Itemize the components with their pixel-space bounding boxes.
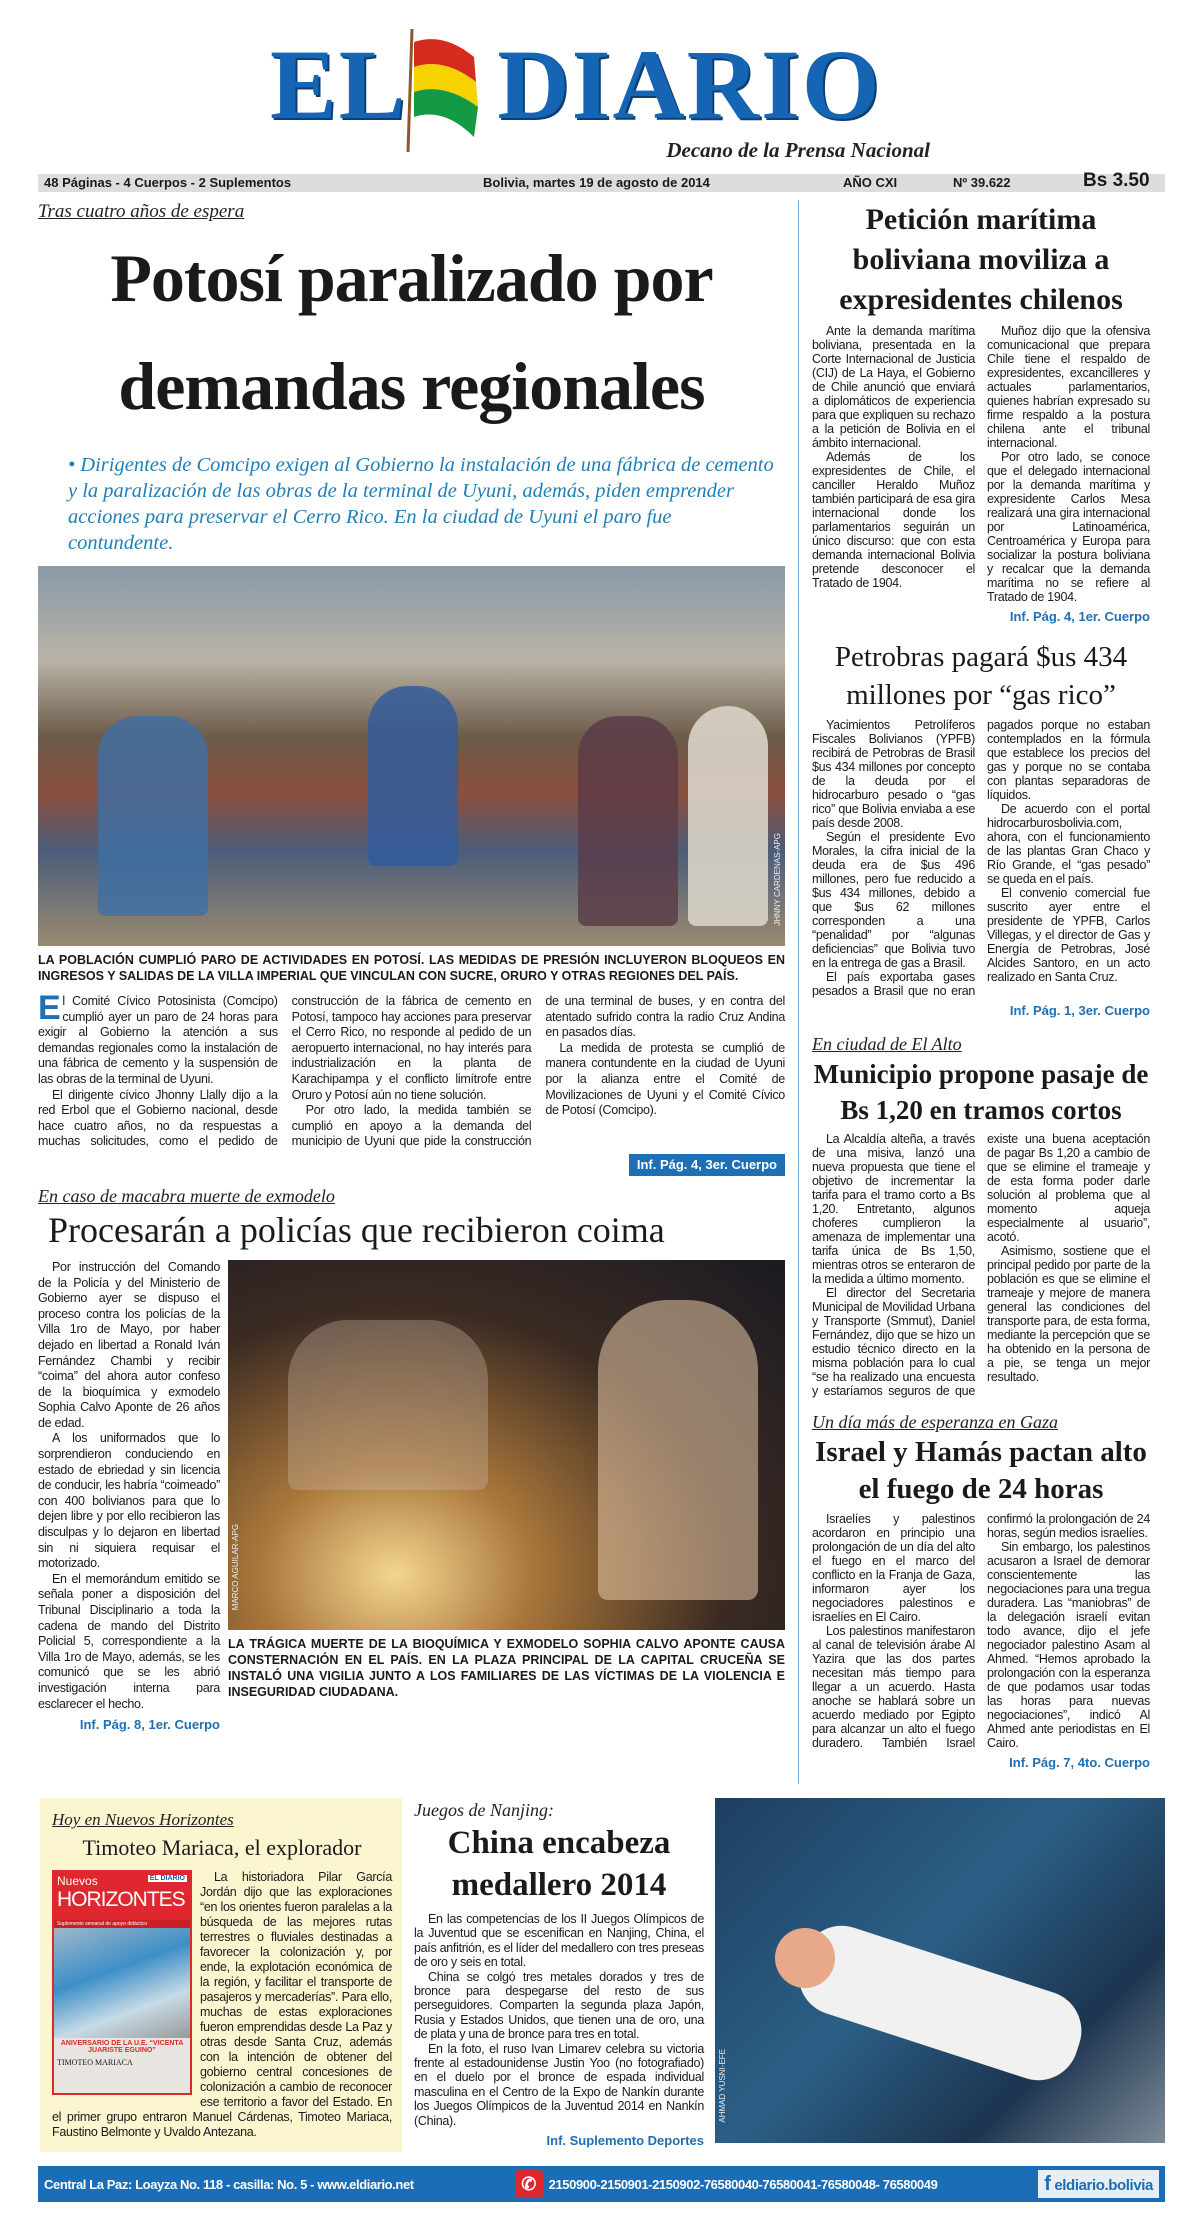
photo-credit: MARCO AGUILAR-APG <box>231 1523 240 1610</box>
facebook-link[interactable] <box>1038 2170 1159 2198</box>
gaza-headline[interactable]: Israel y Hamás pactan alto el fuego de 24 horas <box>815 1436 1147 1505</box>
horizontes-box <box>40 1798 402 2152</box>
gaza-ref-link[interactable]: Inf. Pág. 7, 4to. Cuerpo <box>1009 1755 1150 1770</box>
gaza-body <box>812 1512 1150 1750</box>
right-column <box>798 200 1150 1784</box>
lead-paragraph: La medida de protesta se cumplió de manera contundente en la ciudad de Uyuni por la alianza entre el Comité de Movilizaciones de Uyuni y el Comité Cívico de Potosí (Comcipo). <box>545 1040 785 1118</box>
horizontes-headline[interactable]: Timoteo Mariaca, el explorador <box>82 1835 362 1860</box>
police-body <box>38 1260 220 1712</box>
maritime-article <box>812 200 1150 626</box>
maritime-paragraph: Además de los expresidentes de Chile, el canciller Heraldo Muñoz también participará de esa gira internacional donde los parlamentarios seguirán un único discurso: que con esta demanda internacional Bolivia pretende desconocer el Tratado de 1904. <box>812 450 975 590</box>
elalto-paragraph: El director del Secretaria Municipal de Movilidad Urbana y Transporte (Smmut), Daniel Fernández, dijo que se hizo un estudio técnico directo en la misma población para lo cual “se ha realizado una encuesta y estaríamos seguros de que existe una buena aceptación de pagar Bs 1,20 a cambio de que se elimine el trameaje y de esta forma poder darle solución al problema que al momento aqueja especialmente al usuario”, acotó. <box>812 1132 1150 1398</box>
china-ref-link[interactable]: Inf. Suplemento Deportes <box>546 2133 704 2149</box>
elalto-article <box>812 1032 1150 1398</box>
petrobras-paragraph: Yacimientos Petrolíferos Fiscales Bolivianos (YPFB) recibirá de Petrobras de Brasil $us 434 millones por concepto de la deuda por el hidrocarburo pesado o “gas rico” que Bolivia enviaba a ese país desde 2008. <box>812 718 975 830</box>
petrobras-ref-link[interactable]: Inf. Pág. 1, 3er. Cuerpo <box>1009 1003 1150 1018</box>
police-row <box>38 1260 785 1734</box>
china-paragraph: China se colgó tres metales dorados y tres de bronce para despegarse del resto de sus perseguidores. Comparten la segunda plaza Japón, Rusia y Estados Unidos, que tienen una de oro, una de plata y una de bronce para tres en total. <box>414 1969 704 2042</box>
police-text <box>38 1260 220 1734</box>
maritime-headline[interactable]: Petición marítima boliviana moviliza a expresidentes chilenos <box>839 203 1123 316</box>
police-photo-block <box>228 1260 785 1700</box>
footer-phones: 2150900-2150901-2150902-76580040-76580041-76580048- 76580049 <box>548 2176 938 2192</box>
petrobras-headline[interactable]: Petrobras pagará $us 434 millones por “gas rico” <box>834 641 1128 711</box>
china-kicker: Juegos de Nanjing: <box>414 1800 554 1820</box>
photo-credit: AHMAD YUSNI-EFE <box>718 2049 727 2123</box>
elalto-paragraph: Asimismo, sostiene que el principal pedido por parte de la población es que se elimine el trameaje y mejore de manera general las condiciones del transporte para, de esta forma, mediante la percepción que se ha obtenido en la persona de a pie, se tenga un mejor resultado. <box>987 1244 1150 1384</box>
lead-ref <box>38 1154 785 1176</box>
photo-credit: JHNNY CARDENAS-APG <box>773 833 782 926</box>
fencer-photo <box>715 1798 1165 2143</box>
gaza-paragraph: Los palestinos manifestaron al canal de televisión árabe Al Yazira que las dos partes necesitan más tiempo para llegar a un acuerdo. Hasta anoche se hablará sobre un acuerdo mediado por Egipto para alcanzar un alto el fuego duradero. También Israel confirmó la prolongación de 24 horas, según medios israelíes. <box>812 1512 1150 1750</box>
maritime-paragraph: Por otro lado, se conoce que el delegado internacional por la demanda marítima y expresidente Carlos Mesa realizará una gira internacional por Latinoamérica, Centroamérica y Europa para socializar la postura boliviana y recalcar que la demanda marítima no se refiere al Tratado de 1904. <box>987 450 1150 604</box>
bolivian-flag-icon <box>404 27 484 152</box>
police-headline[interactable]: Procesarán a policías que recibieron coima <box>48 1209 665 1250</box>
lead-paragraph <box>38 989 278 1088</box>
petrobras-paragraph: Según el presidente Evo Morales, la cifra inicial de la deuda era de $us 496 millones, pero fue reducido a $us 434 millones, debido a que $us 62 millones corresponden a una “penalidad” por “algunas deficiencias” que Bolivia tuvo en la entrega de gas a Brasil. <box>812 830 975 970</box>
gaza-paragraph: Israelíes y palestinos acordaron en principio una prolongación de un día del alto el fuego en el marco del conflicto en la Franja de Gaza, informaron ayer los negociadores palestinos e israelíes en El Cairo. <box>812 1512 975 1624</box>
horizontes-cover-image[interactable] <box>52 1870 192 2095</box>
elalto-body <box>812 1132 1150 1398</box>
maritime-paragraph: Ante la demanda marítima boliviana, presentada en la Corte Internacional de Justicia (CIJ) de La Haya, el Gobierno de Chile anunció que enviará a diplomáticos de experiencia para que expliquen su rechazo a la petición de Bolivia en el ámbito internacional. <box>812 324 975 450</box>
footer-address: Central La Paz: Loayza No. 118 - casilla: No. 5 - www.eldiario.net <box>44 2176 414 2192</box>
cover-headline: ANIVERSARIO DE LA U.E. “VICENTA JUARISTE EGUINO” <box>60 2040 184 2054</box>
horizontes-paragraph: La historiadora Pilar García Jordán dijo que las exploraciones “en los orientes fueron paralelas a la búsqueda de las mejores rutas terrestres o fluviales destinadas a favorecer la colonización y, por ende, la explotación económica de la región, y facilitar el transporte de pasajeros y mercaderías”. Para ello, muchas de estas exploraciones fueron emprendidas desde La Paz y otras desde Santa Cruz, además con la intención de obtener del gobierno central concesiones de colonización a cambio de reconocer ese territorio a favor del Estado. En el primer grupo entraron Manuel Cárdenas, Timoteo Mariaca, Faustino Belmonte y Uvaldo Antezana. <box>52 1870 392 2139</box>
masthead-logo <box>270 29 950 165</box>
horizontes-kicker: Hoy en Nuevos Horizontes <box>52 1810 234 1829</box>
lead-caption: LA POBLACIÓN CUMPLIÓ PARO DE ACTIVIDADES EN POTOSÍ. LAS MEDIDAS DE PRESIÓN INCLUYERON BLOQUEOS EN INGRESOS Y SALIDAS DE LA VILLA IMPERIAL QUE VINCULAN CON SUCRE, ORURO Y OTRAS REGIONES DEL PAÍS. <box>38 953 785 983</box>
maritime-ref-link[interactable]: Inf. Pág. 4, 1er. Cuerpo <box>1009 609 1150 624</box>
lead-headline[interactable] <box>38 224 785 440</box>
cover-title: Nuevos <box>57 1874 98 1888</box>
petrobras-paragraph: De acuerdo con el portal hidrocarburosbolivia.com, ahora, con el funcionamiento de las plantas Gran Chaco y Río Grande, el “gas pesado” se queda en el país. <box>987 802 1150 886</box>
cover-subtitle: Suplemento semanal de apoyo didáctico <box>54 1920 190 1928</box>
lead-kicker: Tras cuatro años de espera <box>38 201 245 222</box>
phone-icon: ✆ <box>515 2170 543 2198</box>
lead-deck: • Dirigentes de Comcipo exigen al Gobierno la instalación de una fábrica de cemento y la paralización de las obras de la terminal de Uyuni, además, piden emprender acciones para preservar el Cerro Rico. En la ciudad de Uyuni el paro fue contundente. <box>68 454 774 554</box>
petrobras-paragraph: El convenio comercial fue suscrito ayer entre el presidente de YPFB, Carlos Villegas, y el director de Gas y Energía de Petrobras, José Alcides Santoro, en un acto realizado en Santa Cruz. <box>987 886 1150 984</box>
issue-price: Bs 3.50 <box>1083 170 1150 191</box>
china-article <box>414 1798 704 2150</box>
china-paragraph: En la foto, el ruso Ivan Limarev celebra su victoria frente al estadounidense Justin Yoo (no fotografiado) en el duelo por el bronce de espada individual masculina en el Centro de la Expo de Nankín durante los Juegos Olímpicos de la Juventud 2014 en Nankín (China). <box>414 2041 704 2128</box>
issue-year: AÑO CXI <box>843 175 898 190</box>
lead-photo-protest <box>38 566 785 946</box>
issue-date: Bolivia, martes 19 de agosto de 2014 <box>483 175 710 190</box>
vigil-photo <box>228 1260 785 1630</box>
info-bar <box>38 170 1165 192</box>
police-paragraph: Por instrucción del Comando de la Policía y del Ministerio de Gobierno ayer se dispuso el proceso contra los policías de la Villa 1ro de Mayo, por haber dejado en libertad a Ronald Iván Fernández Chambi y recibir “coima” del ahora autor confeso de la bioquímica y exmodelo Sophia Calvo Aponte de 26 años de edad. <box>38 1259 220 1430</box>
masthead <box>0 0 1200 200</box>
bottom-row <box>40 1798 1165 2152</box>
china-paragraph: En las competencias de los II Juegos Olímpicos de la Juventud que se escenifican en Nanjing, China, el país anfitrión, es el líder del medallero con tres preseas de oro y seis en total. <box>414 1912 704 1970</box>
china-body <box>414 1912 704 2128</box>
china-headline[interactable]: China encabeza medallero 2014 <box>447 1825 671 1903</box>
police-paragraph: En el memorándum emitido se señala poner a disposición del Tribunal Disciplinario a toda la cadena de mando del Distrito Policial 5, correspondiente a la Villa 1ro de Mayo, además, se les comunicó que se les abrió investigación interna para esclarecer el hecho. <box>38 1571 220 1711</box>
facebook-handle: eldiario.bolivia <box>1054 2177 1153 2194</box>
police-ref-link[interactable]: Inf. Pág. 8, 1er. Cuerpo <box>79 1717 220 1733</box>
gaza-article <box>812 1410 1150 1772</box>
left-column <box>38 200 785 1734</box>
facebook-icon: f <box>1044 2173 1051 2195</box>
lead-body <box>38 989 785 1150</box>
gaza-kicker: Un día más de esperanza en Gaza <box>812 1412 1058 1432</box>
tagline: Decano de la Prensa Nacional <box>666 138 930 162</box>
police-caption: LA TRÁGICA MUERTE DE LA BIOQUÍMICA Y EXMODELO SOPHIA CALVO APONTE CAUSA CONSTERNACIÓN EN EL PAÍS. EN LA PLAZA PRINCIPAL DE LA CAPITAL CRUCEÑA SE INSTALÓ UNA VIGILIA JUNTO A LOS FAMILIARES DE LAS VÍCTIMAS DE LA VIOLENCIA E INSEGURIDAD CIUDADANA. <box>228 1636 785 1699</box>
logo-el: EL <box>270 29 408 140</box>
cover-logo: EL DIARIO <box>149 1875 185 1882</box>
police-kicker: En caso de macabra muerte de exmodelo <box>38 1185 335 1206</box>
maritime-paragraph: Muñoz dijo que la ofensiva comunicacional que prepara Chile tiene el respaldo de expresidentes, excancilleres y actuales parlamentarios, quienes habrían expresado su firme respaldo a la postura chilena ante el tribunal internacional. <box>987 324 1150 450</box>
footer-bar <box>38 2166 1165 2202</box>
police-paragraph: A los uniformados que lo sorprendieron conduciendo en estado de ebriedad y sin licencia de conducir, les habría “coimeado” con 400 bolivianos para que lo dejen libre y por ello recibieron las disculpas y lo dejaron en libertad sin ni siquiera requisar el motorizado. <box>38 1431 220 1571</box>
lead-paragraph-text: l Comité Cívico Potosinista (Comcipo) cumplió ayer un paro de 24 horas para exigir al Gobierno la atención a sus demandas regionales como la instalación de una fábrica de cemento y la suspensión de las obras de la terminal de Uyuni. <box>38 994 278 1086</box>
main-columns <box>38 200 1165 1784</box>
cover-title: HORIZONTES <box>57 1888 185 1911</box>
issue-number: Nº 39.622 <box>953 175 1011 190</box>
lead-paragraph: El dirigente cívico Jhonny Llally dijo a la red Erbol que el Gobierno nacional, desde hace cuatro años, no da respuestas a muchas solicitudes, como el pedido de construcción de la fábrica de cemento en Potosí, tampoco hay acciones para preservar el Cerro Rico, no responde al pedido de un aeropuerto internacional, no hay interés para industrialización en la planta de Karachipampa y el conflicto limítrofe entre Oruro y Potosí aún no tiene solución. <box>38 994 532 1149</box>
elalto-headline[interactable]: Municipio propone pasaje de Bs 1,20 en tramos cortos <box>813 1059 1149 1125</box>
pages-info: 48 Páginas - 4 Cuerpos - 2 Suplementos <box>44 175 292 190</box>
drop-cap: E <box>38 989 61 1027</box>
maritime-body <box>812 324 1150 604</box>
gaza-paragraph: Sin embargo, los palestinos acusaron a Israel de demorar conscientemente las negociaciones para una tregua duradera. Las “maniobras” de la delegación israelí evitan todo avance, dijo el jefe negociador palestino Asam al Ahmed. “Hemos aprobado la prolongación con la esperanza de que podamos usar todas las horas para nuevas negociaciones”, indicó Al Ahmed ante periodistas en El Cairo. <box>987 1540 1150 1750</box>
lead-headline-line-2: demandas regionales <box>118 348 705 424</box>
petrobras-article <box>812 638 1150 1020</box>
logo-diario: DIARIO <box>497 29 882 140</box>
lead-ref-link[interactable]: Inf. Pág. 4, 3er. Cuerpo <box>629 1154 785 1176</box>
lead-paragraph: Por otro lado, la medida también se cumplió en apoyo a la demanda del municipio de Uyuni que pide la construcción de una terminal de buses, y en contra del atentado sufrido contra la radio Cruz Andina en pasados días. <box>291 994 785 1149</box>
petrobras-paragraph: El país exportaba gases pesados a Brasil que no eran pagados porque no estaban contemplados en la fórmula que establece los precios del gas y porque no se contaba con plantas separadoras de líquidos. <box>812 718 1150 998</box>
footer-phone-group <box>515 2170 938 2198</box>
elalto-kicker: En ciudad de El Alto <box>812 1034 962 1054</box>
petrobras-body <box>812 718 1150 998</box>
lead-headline-line-1: Potosí paralizado por <box>110 240 713 316</box>
cover-story: TIMOTEO MARIACA <box>57 2058 133 2067</box>
elalto-paragraph: La Alcaldía alteña, a través de una misiva, lanzó una nueva propuesta que tiene el objetivo de incrementar la tarifa para el tramo corto a Bs 1,20. Entretanto, algunos choferes cumplieron la amenaza de implementar una tarifa única de Bs 1,50, mientras otros se enteraron de la medida a último momento. <box>812 1132 975 1286</box>
